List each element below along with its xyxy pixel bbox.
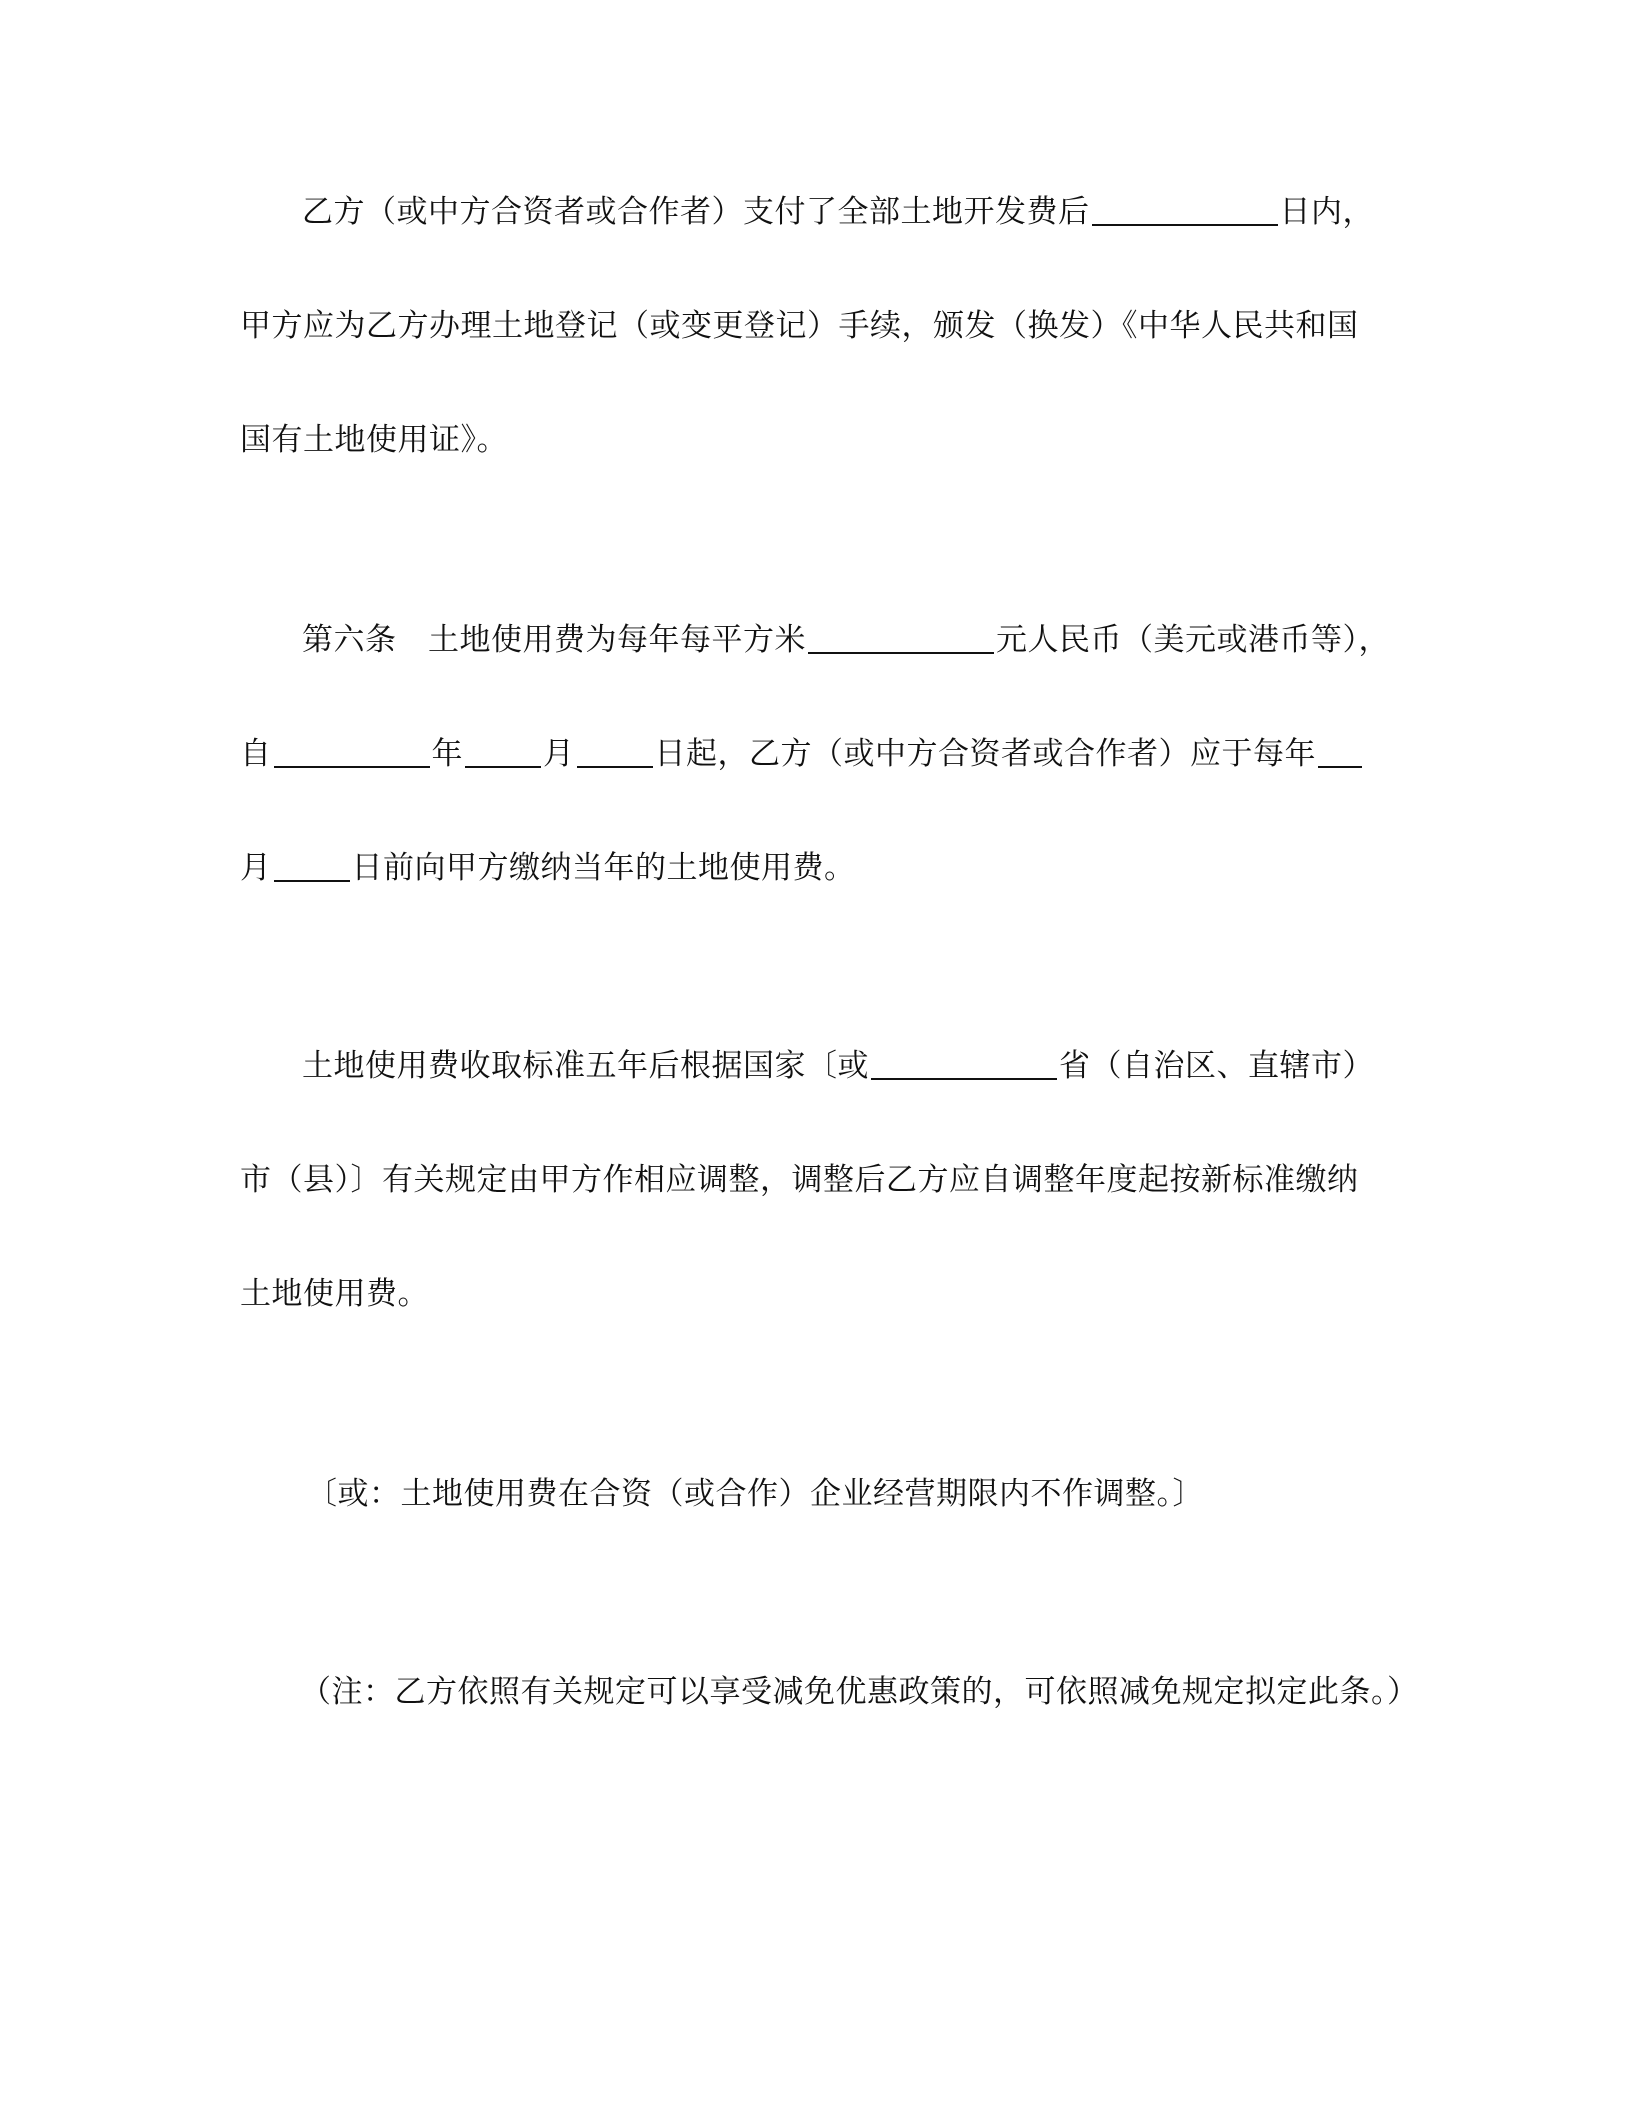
days-blank (1092, 194, 1278, 226)
from-text: 自 (240, 736, 272, 772)
para1-text-b: 日内， (1279, 194, 1374, 230)
year-text: 年 (431, 736, 463, 772)
para2-line2-text: 日起，乙方（或中方合资者或合作者）应于每年 (654, 736, 1316, 772)
para4-line1 (306, 1474, 1204, 1514)
article-six-text-a: 第六条 土地使用费为每年每平方米 (302, 622, 806, 658)
article-six-text-b: 元人民币（美元或港币等）， (996, 622, 1390, 658)
start-day-blank (577, 736, 653, 768)
para5-line1 (300, 1672, 1419, 1712)
month-text: 月 (543, 736, 575, 772)
fee-amount-blank (808, 622, 994, 654)
para3-text-b: 省（自治区、直辖市） (1059, 1048, 1374, 1084)
para3-line3-text: 土地使用费。 (240, 1276, 429, 1312)
para2-line3-text: 日前向甲方缴纳当年的土地使用费。 (351, 850, 856, 886)
para2-line2 (240, 734, 1364, 774)
para1-line3-text: 国有土地使用证》。 (240, 422, 508, 458)
para2-line3 (240, 848, 856, 888)
month-text-2: 月 (240, 850, 272, 886)
note-text: （注：乙方依照有关规定可以享受减免优惠政策的，可依照减免规定拟定此条。） (300, 1674, 1419, 1710)
start-year-blank (274, 736, 430, 768)
para3-line2-text: 市（县）〕有关规定由甲方作相应调整，调整后乙方应自调整年度起按新标准缴纳 (240, 1162, 1359, 1198)
para3-line1 (302, 1046, 1374, 1086)
province-blank (871, 1048, 1057, 1080)
annual-day-blank (274, 850, 350, 882)
para1-line3 (240, 420, 508, 460)
para1-line2-text: 甲方应为乙方办理土地登记（或变更登记）手续，颁发（换发）《中华人民共和国 (240, 308, 1359, 344)
para1-line1 (302, 192, 1374, 232)
annual-month-blank (1318, 736, 1362, 768)
alternative-clause-text: 〔或：土地使用费在合资（或合作）企业经营期限内不作调整。〕 (306, 1476, 1204, 1512)
para2-line1 (302, 620, 1390, 660)
para3-text-a: 土地使用费收取标准五年后根据国家〔或 (302, 1048, 869, 1084)
para3-line3 (240, 1274, 429, 1314)
start-month-blank (465, 736, 541, 768)
para1-line2 (240, 306, 1359, 346)
para1-text-a: 乙方（或中方合资者或合作者）支付了全部土地开发费后 (302, 194, 1090, 230)
para3-line2 (240, 1160, 1359, 1200)
